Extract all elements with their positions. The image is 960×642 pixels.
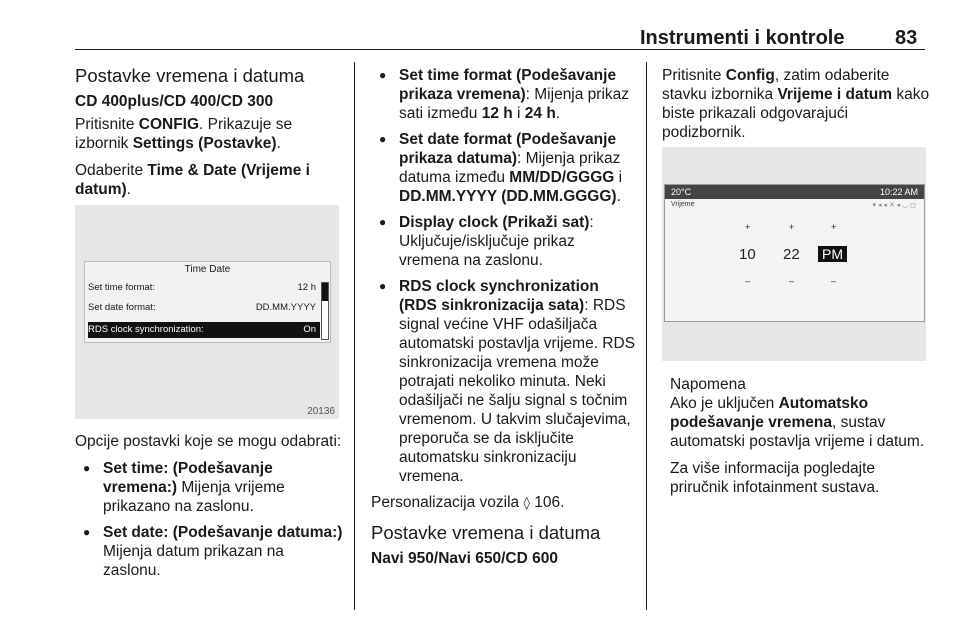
screen-title: Time Date	[184, 264, 231, 275]
list-item: ● Display clock (Prikaži sat): Uključuje/isključuje prikaz vremena na zaslonu.	[371, 213, 637, 270]
paragraph: Opcije postavki koje se mogu odabrati:	[75, 433, 342, 450]
list-item: ● Set date: (Podešavanje datuma:) Mijenja datum prikazan na zaslonu.	[75, 523, 343, 580]
column-1-lower	[75, 432, 343, 587]
note-box	[670, 375, 932, 505]
temperature: 20°C	[671, 187, 692, 197]
menu-row: Set date format: DD.MM.YYYY	[88, 302, 316, 313]
paragraph: Pritisnite Config, zatim odaberite stavku izbornika Vrijeme i datum kako biste prikazali odgovarajući podizbornik.	[662, 67, 930, 141]
section-subheading: CD 400plus/CD 400/CD 300	[75, 93, 274, 110]
clock: 10:22 AM	[879, 187, 918, 197]
list-item: ● Set time format (Podešavanje prikaza vremena): Mijenja prikaz sati između 12 h i 24 h.	[371, 66, 637, 123]
time-setting-figure	[662, 147, 926, 361]
column-2	[371, 66, 637, 572]
column-3	[662, 66, 932, 150]
ampm-value: PM	[818, 246, 847, 262]
display-screen	[84, 261, 331, 343]
hour-minus-icon: –	[745, 276, 751, 286]
option-list	[75, 459, 343, 580]
minute-value: 22	[783, 246, 800, 263]
column-1	[75, 66, 343, 207]
column-divider	[354, 62, 355, 610]
screen-label: Vrijeme	[671, 201, 695, 208]
ampm-plus-icon: +	[831, 222, 837, 232]
list-item: ● Set time: (Podešavanje vremena:) Mijenja vrijeme prikazano na zaslonu.	[75, 459, 343, 516]
paragraph: Odaberite Time & Date (Vrijeme i datum).	[75, 162, 310, 198]
column-divider	[646, 62, 647, 610]
cross-reference: Personalizacija vozila ◊ 106.	[371, 494, 565, 511]
minute-plus-icon: +	[789, 222, 795, 232]
minute-minus-icon: –	[789, 276, 795, 286]
scrollbar-thumb	[322, 283, 328, 301]
menu-row: Set time format: 12 h	[88, 282, 316, 293]
status-icons: ▾ ◂ ◂ ✕ ◂ ◡ ◻	[872, 202, 916, 209]
status-bar	[665, 185, 924, 199]
scrollbar	[321, 282, 329, 340]
section-heading: Postavke vremena i datuma	[75, 65, 305, 86]
reference-icon: ◊	[523, 496, 530, 511]
menu-row-selected: RDS clock synchronization: On	[88, 322, 320, 338]
page-header-title: Instrumenti i kontrole	[640, 27, 845, 49]
page-number: 83	[895, 27, 918, 49]
hour-value: 10	[739, 246, 756, 263]
figure-number: 20136	[307, 406, 335, 417]
paragraph: Pritisnite CONFIG. Prikazuje se izbornik Settings (Postavke).	[75, 116, 293, 152]
list-item: ● RDS clock synchronization (RDS sinkronizacija sata): RDS signal većine VHF odašiljača automatski postavlja vrijeme. RDS sinkronizacija vremena može potrajati nekoliko minuta. Neki odašiljači ne šalju signal s točnim vremenom. U takvim slučajevima, preporuča se da isključite automatsku sinkronizaciju vremena.	[371, 277, 637, 486]
ampm-minus-icon: –	[831, 276, 837, 286]
hour-plus-icon: +	[745, 222, 751, 232]
paragraph: Ako je uključen Automatsko podešavanje vremena, sustav automatski postavlja vrijeme i datum.	[670, 395, 925, 450]
option-list	[371, 66, 637, 486]
time-date-figure	[75, 205, 339, 419]
list-item: ● Set date format (Podešavanje prikaza datuma): Mijenja prikaz datuma između MM/DD/GGGG i DD.MM.YYYY (DD.MM.GGGG).	[371, 130, 637, 206]
section-subheading: Navi 950/Navi 650/CD 600	[371, 550, 558, 567]
paragraph: Za više informacija pogledajte priručnik infotainment sustava.	[670, 460, 880, 496]
header-rule	[75, 49, 925, 50]
note-title: Napomena	[670, 376, 746, 393]
display-screen	[664, 184, 925, 322]
section-heading: Postavke vremena i datuma	[371, 522, 601, 543]
